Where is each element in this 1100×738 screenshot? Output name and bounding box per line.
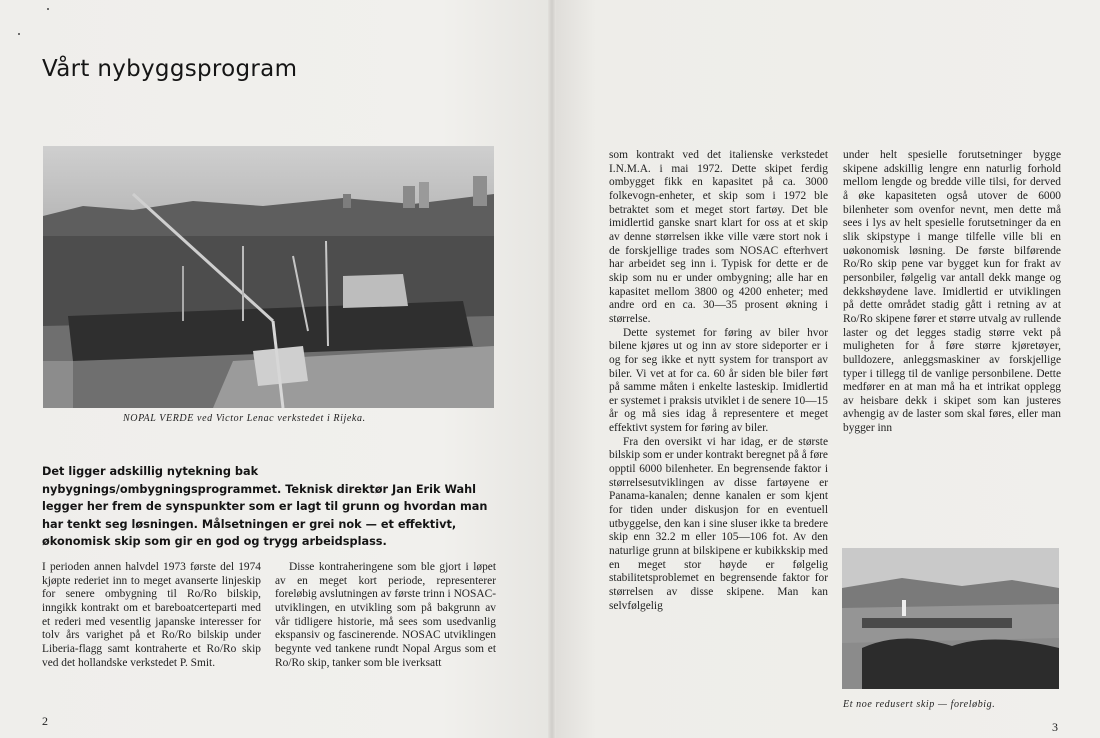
column-3-paragraph-3: Fra den oversikt vi har idag, er de største bilskip som er under kontrakt beregnet på å føre opptil 6000 bilenheter. En begrensende faktor i størrelsesutviklingen av disse fartøyene er Panama-kanalen; denne kanalen er som kjent for tiden under diskusjon for en eventuell utbyggelse, den kan i sine sluser ikke ta bredere skip enn 32.2 m eller 105—106 fot. Av den naturlige grunn at bilskipene er kubikkskip med en meget stor høyde er følgelig stabilitetsproblemet en begrensende faktor for størrelsen av disse skipene. Man kan selvfølgelig — [609, 435, 828, 612]
column-1-paragraph: I perioden annen halvdel 1973 første del 1974 kjøpte rederiet inn to meget avanserte linjeskip for senere ombygning til Ro/Ro bilskip, inngikk kontrakt om et bareboatcerteparti med et rederi med vesentlig japanske interesser for tolv års varighet på et Ro/Ro bilskip under Liberia-flagg samt kontraherte et Ro/Ro skip ved det hollandske verkstedet P. Smit. — [42, 561, 261, 669]
shipyard-photo — [43, 146, 494, 408]
text-column-2 — [275, 561, 496, 670]
text-column-1 — [42, 561, 261, 670]
page-number-right: 3 — [1052, 720, 1058, 734]
column-2-paragraph: Disse kontraheringene som ble gjort i løpet av en meget kort periode, representerer foreløbig avslutningen av første trinn i NOSAC-utviklingen, en utvikling som på bakgrunn av vår tidligere historie, må sees som usedvanlig ekspansiv og fascinerende. NOSAC utviklingen begynte ved tankene rundt Nopal Argus som et Ro/Ro skip, tanker som ble iverksatt — [275, 561, 496, 669]
page-number-left: 2 — [42, 714, 48, 728]
book-spine — [548, 0, 556, 738]
column-3-paragraph-1: som kontrakt ved det italienske verkstedet I.N.M.A. i mai 1972. Dette skipet ferdig ombygget fikk en kapasitet på ca. 3000 folkevogn-enheter, et skip som i 1972 ble betraktet som et meget stort fartøy. Det ble imidlertid ganske snart klart for oss at et skip av denne størrelsen ikke ville være stort nok i de forskjellige trades som NOSAC efterhvert har arbeidet seg inn i. Typisk for dette er de skip som nu er under ombygning; alle har en kapasitet mellom 3800 og 4200 enheter; med andre ord en ca. 30—35 prosent økning i størrelse. — [609, 149, 828, 325]
photo-caption: NOPAL VERDE ved Victor Lenac verkstedet i Rijeka. — [123, 413, 366, 424]
lead-paragraph: Det ligger adskillig nytekning bak nybygnings/ombygningsprogrammet. Teknisk direktør Jan Erik Wahl legger her frem de synspunkter som er lagt til grunn og hvordan man har tenkt seg løsningen. Målsetningen er grei nok — et effektivt, økonomisk skip som gir en god og trygg arbeidsplass. — [42, 465, 488, 549]
text-column-3 — [609, 149, 828, 613]
column-3-paragraph-2: Dette systemet for føring av biler hvor bilene kjøres ut og inn av store sideporter er i og for seg ikke et nytt system for transport av biler. Vi vet at for ca. 60 år siden ble biler ført på samme måten i enkelte lasteskip. Imidlertid er systemet i praksis utviklet i de senere 10—15 år og må sies idag å representere et meget effektivt system for føring av biler. — [609, 326, 828, 435]
column-4-paragraph: under helt spesielle forutsetninger bygge skipene adskillig lengre enn naturlig forhold mellom lengde og bredde ville tilsi, for derved å øke kapasiteten også utover de 6000 bilenheter som ovenfor nevnt, men dette må sees i lys av helt spesielle forutsetninger da en slik skipstype i mange tilfelle ville bli en uøkonomisk løsning. De første bilførende Ro/Ro skip pene var bygget kun for frakt av personbiler, følgelig var antall dekk mange og dekkshøydene lave. Imidlertid er utviklingen på dette området stadig gått i retning av at Ro/Ro skipene fører et større utvalg av rullende laster og det legges stadig større vekt på muligheten for å føre større kjøretøyer, bulldozere, anleggsmaskiner av forskjellige typer i tillegg til de vanlige personbilene. Dette medfører en at man må ha et intrikat opplegg av heisbare dekk i skipet som kan justeres avhengig av de laster som skal føres, eller man bygger inn — [843, 149, 1061, 435]
article-title: Vårt nybyggsprogram — [42, 56, 298, 82]
harbour-photo-caption: Et noe redusert skip — foreløbig. — [843, 699, 996, 710]
harbour-photo — [842, 548, 1059, 689]
text-column-4 — [843, 149, 1061, 436]
print-speck — [47, 8, 49, 10]
print-speck — [18, 33, 20, 35]
